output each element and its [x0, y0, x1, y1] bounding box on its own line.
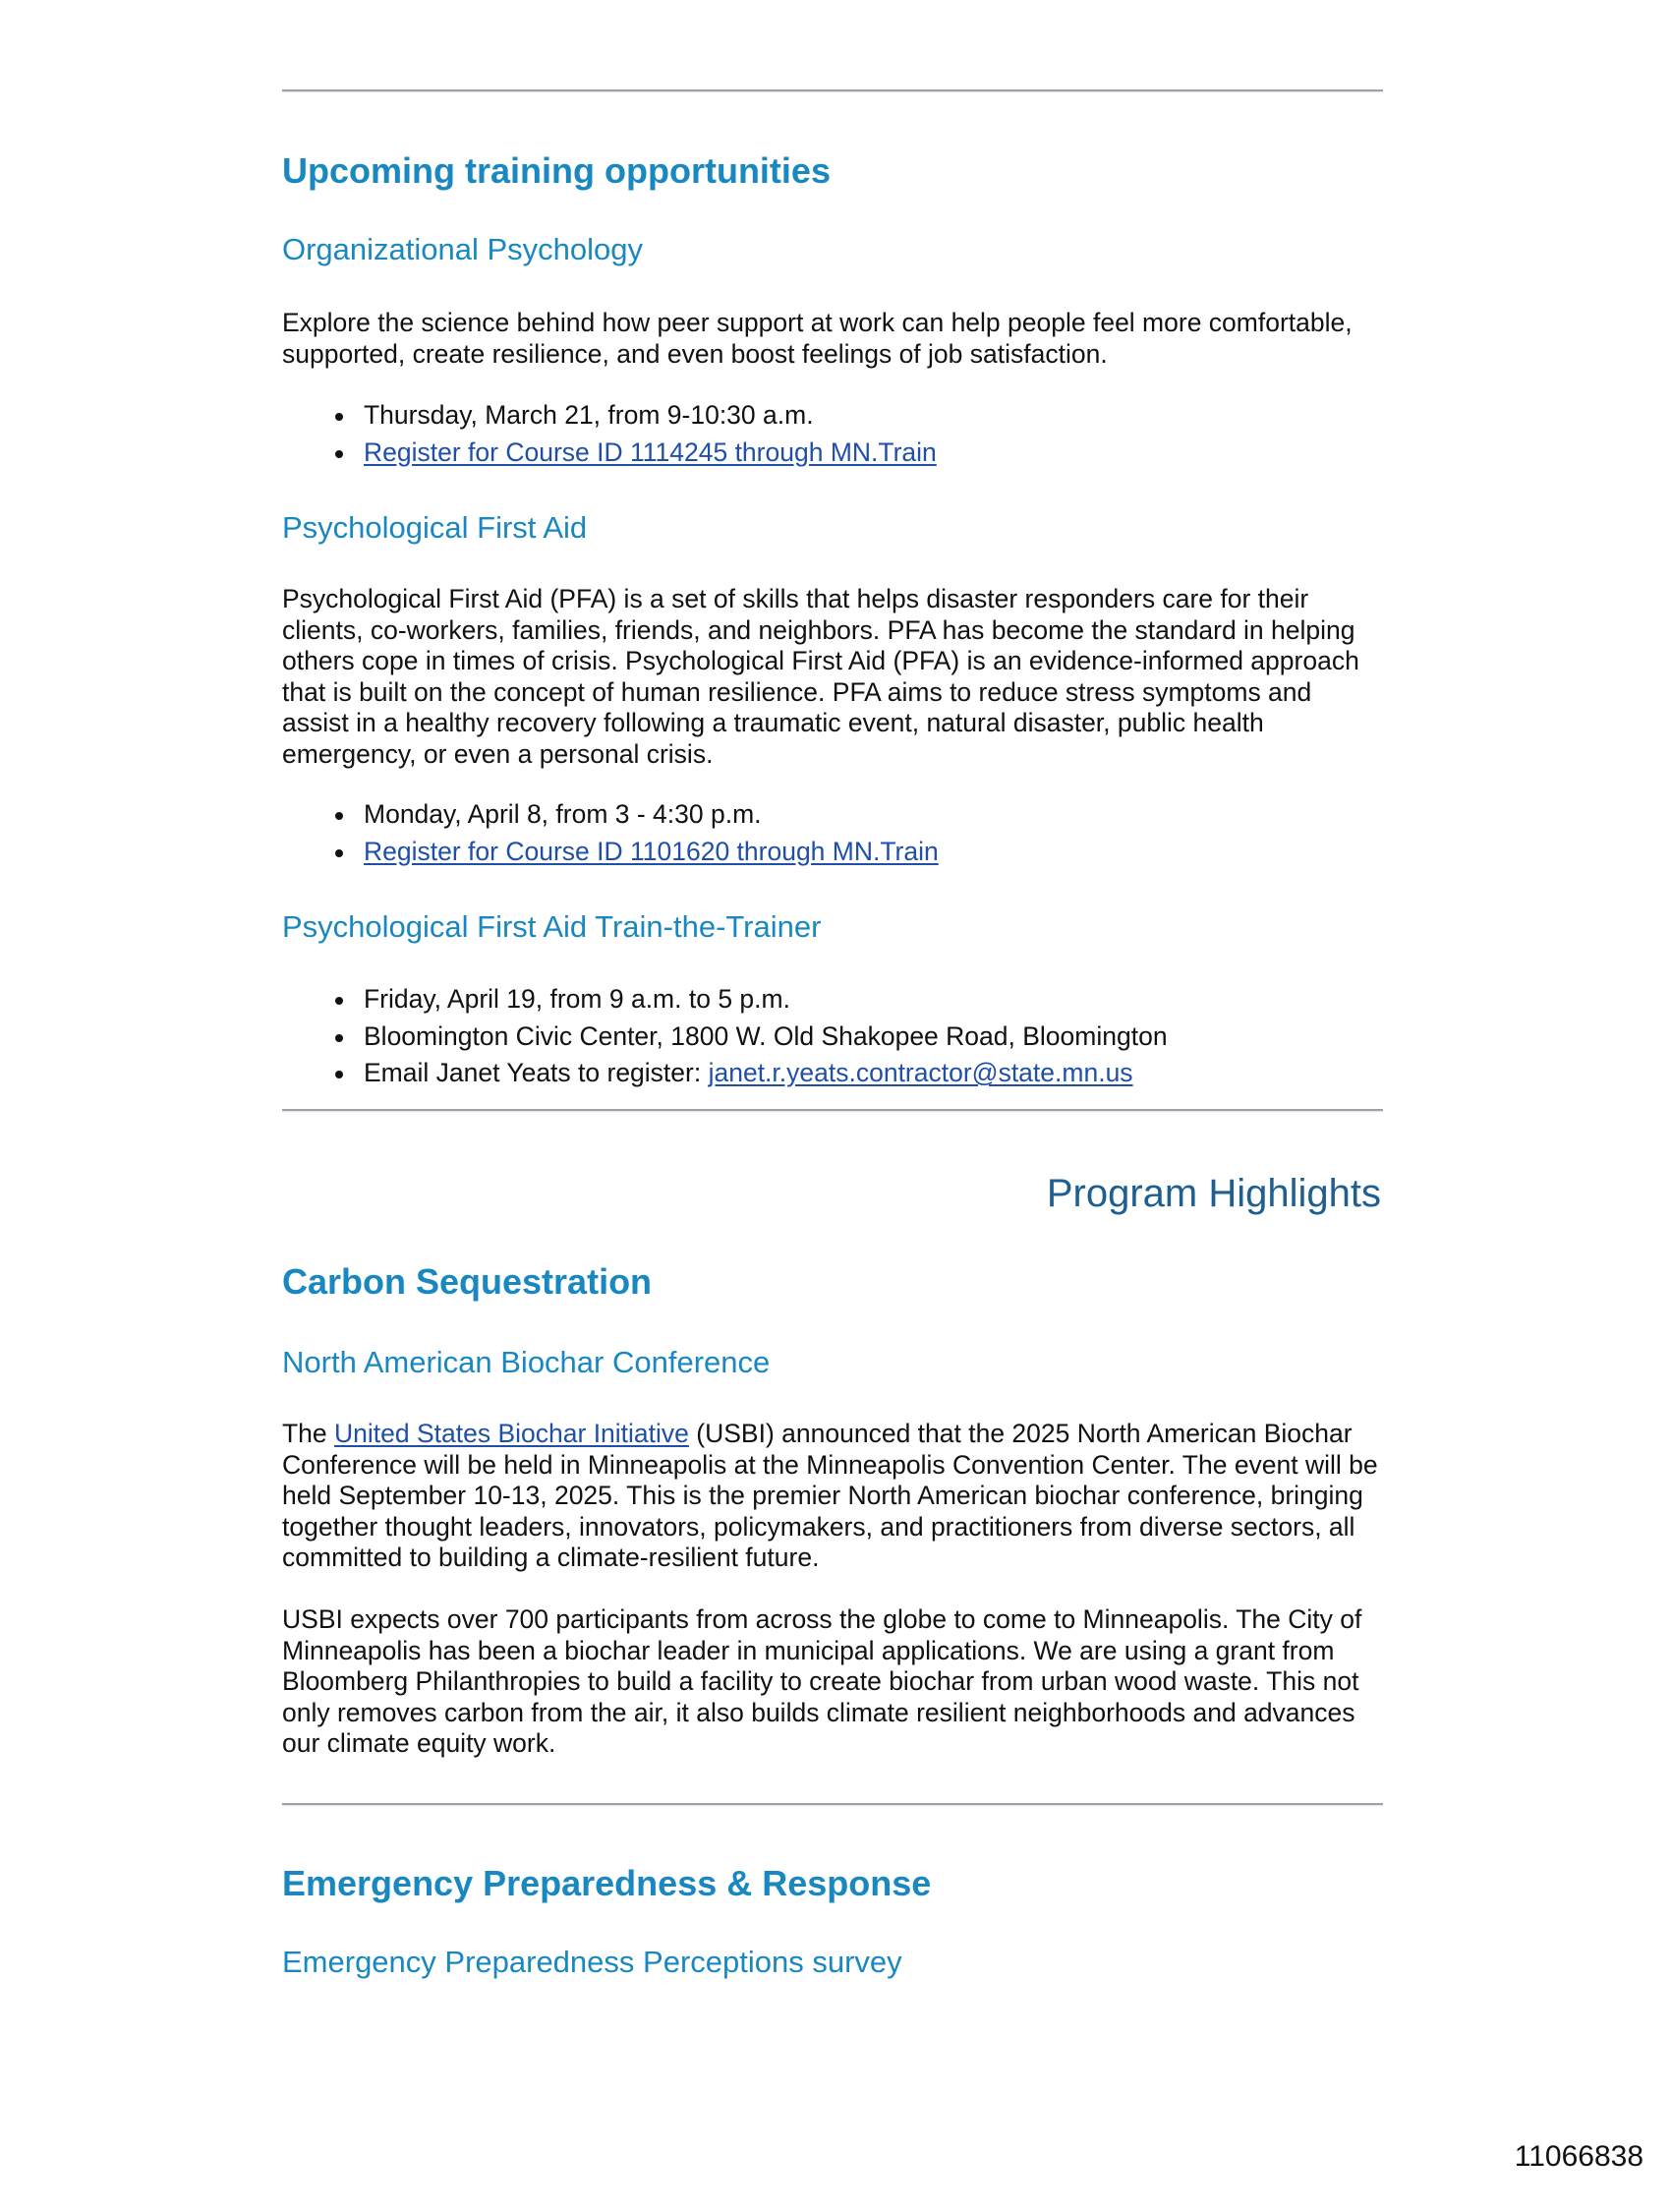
- section-divider: [282, 1803, 1383, 1805]
- pfa-ttt-title: Psychological First Aid Train-the-Trainer: [282, 909, 822, 944]
- section-divider: [282, 1109, 1383, 1111]
- biochar-paragraph-2: USBI expects over 700 participants from across the globe to come to Minneapolis. The City of Minneapolis has been a biochar leader in municipal applications. We are using a grant from Bloomberg Philanthropies to build a facility to create biochar from urban wood waste. This not only removes carbon from the air, it also builds climate resilient neighborhoods and advances our climate equity work.: [282, 1604, 1362, 1758]
- bullet-icon: [335, 1071, 343, 1078]
- pfa-title: Psychological First Aid: [282, 510, 588, 545]
- carbon-heading: Carbon Sequestration: [282, 1261, 653, 1302]
- biochar-p1-prefix: The: [282, 1419, 335, 1448]
- pfa-ttt-details: [282, 981, 1168, 1092]
- list-item: [282, 1055, 1168, 1092]
- org-psych-date: Thursday, March 21, from 9-10:30 a.m.: [364, 400, 814, 430]
- bullet-icon: [335, 1034, 343, 1042]
- program-highlights-heading: Program Highlights: [1046, 1172, 1381, 1215]
- org-psych-register-link[interactable]: Register for Course ID 1114245 through MN.Train: [364, 437, 937, 467]
- emergency-heading: Emergency Preparedness & Response: [282, 1863, 932, 1903]
- list-item: [282, 1019, 1168, 1056]
- pfa-register-link[interactable]: Register for Course ID 1101620 through MN.Train: [364, 836, 939, 866]
- biochar-p1-rest: (USBI) announced that the 2025 North American Biochar Conference will be held in Minneapolis at the Minneapolis Convention Center. The event will be held September 10-13, 2025. This is the premier North American biochar conference, bringing together thought leaders, innovators, policymakers, and practitioners from diverse sectors, all committed to building a climate-resilient future.: [282, 1419, 1378, 1572]
- bullet-icon: [335, 413, 343, 421]
- bullet-icon: [335, 997, 343, 1005]
- biochar-paragraph-1: [282, 1419, 1385, 1574]
- janet-yeats-email-link[interactable]: janet.r.yeats.contractor@state.mn.us: [708, 1058, 1133, 1087]
- pfa-ttt-email-prefix: Email Janet Yeats to register:: [364, 1058, 709, 1087]
- list-item: [282, 397, 937, 435]
- biochar-conference-title: North American Biochar Conference: [282, 1345, 771, 1379]
- list-item: [282, 834, 939, 871]
- pfa-ttt-location: Bloomington Civic Center, 1800 W. Old Shakopee Road, Bloomington: [364, 1020, 1168, 1051]
- section-divider: [282, 89, 1383, 91]
- org-psych-title: Organizational Psychology: [282, 232, 644, 266]
- pfa-ttt-date: Friday, April 19, from 9 a.m. to 5 p.m.: [364, 984, 790, 1014]
- list-item: [282, 981, 1168, 1019]
- bullet-icon: [335, 450, 343, 458]
- training-heading: Upcoming training opportunities: [282, 150, 831, 191]
- bullet-icon: [335, 812, 343, 820]
- usbi-link[interactable]: United States Biochar Initiative: [334, 1419, 689, 1448]
- list-item: [282, 796, 939, 834]
- bullet-icon: [335, 849, 343, 857]
- list-item: [282, 435, 937, 472]
- org-psych-details: [282, 397, 937, 471]
- document-number: 11066838: [1514, 2140, 1643, 2173]
- emergency-survey-title: Emergency Preparedness Perceptions survey: [282, 1945, 902, 1979]
- pfa-date: Monday, April 8, from 3 - 4:30 p.m.: [364, 799, 762, 829]
- pfa-description: Psychological First Aid (PFA) is a set of skills that helps disaster responders care for their clients, co-workers, families, friends, and neighbors. PFA has become the standard in helping others cope in times of crisis. Psychological First Aid (PFA) is an evidence-informed approach that is built on the concept of human resilience. PFA aims to reduce stress symptoms and assist in a healthy recovery following a traumatic event, natural disaster, public health emergency, or even a personal crisis.: [282, 584, 1359, 769]
- org-psych-description: Explore the science behind how peer support at work can help people feel more comfortable, supported, create resilience, and even boost feelings of job satisfaction.: [282, 308, 1353, 369]
- pfa-details: [282, 796, 939, 870]
